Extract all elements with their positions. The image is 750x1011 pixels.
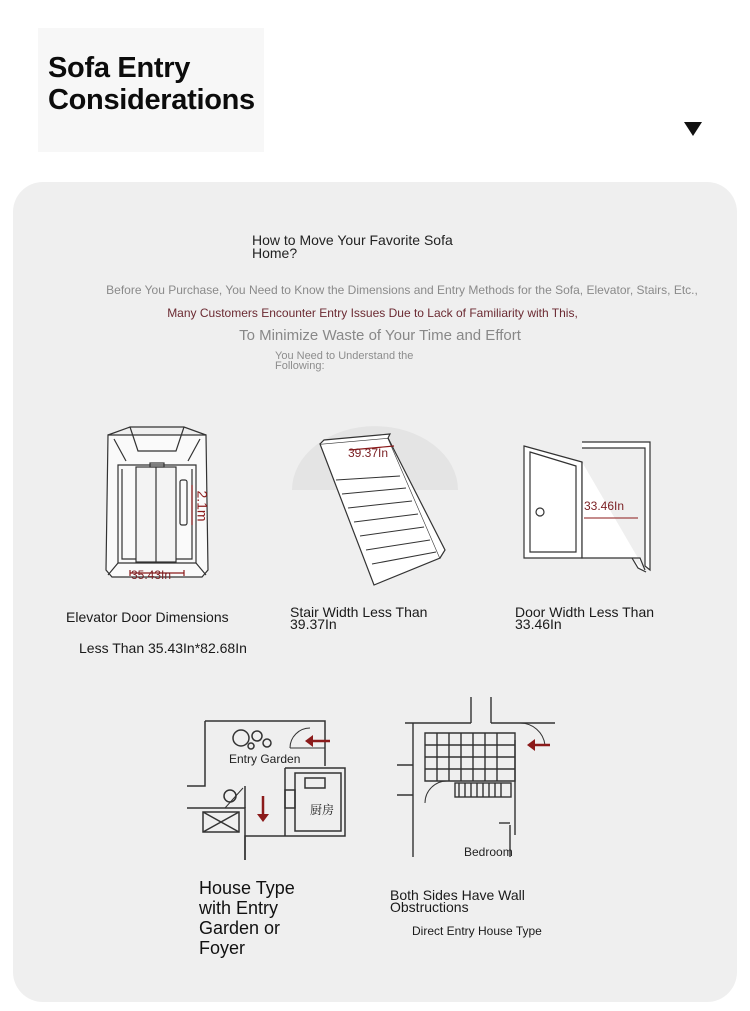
intro-heading-text: How to Move Your Favorite Sofa Home? bbox=[252, 232, 453, 261]
direct-entry-plan bbox=[395, 695, 565, 860]
kitchen-label: 厨房 bbox=[310, 803, 335, 817]
door-caption: Door Width Less Than 33.46In bbox=[515, 604, 655, 632]
intro-line-3: To Minimize Waste of Your Time and Effort bbox=[239, 327, 521, 344]
page-title bbox=[48, 52, 255, 116]
stairs-width-label: 39.37In bbox=[348, 446, 389, 460]
intro-line-4: You Need to Understand the Following: bbox=[275, 350, 414, 372]
page-title-line1: Sofa Entry bbox=[48, 52, 191, 84]
door-width-label: 33.46In bbox=[584, 499, 625, 513]
intro-line-1: Before You Purchase, You Need to Know the Dimensions and Entry Methods for the Sofa, Elevator, Stairs, Etc., bbox=[106, 283, 698, 297]
elevator-height-label: 2.1m bbox=[194, 490, 211, 522]
bedroom-label: Bedroom bbox=[464, 845, 513, 859]
elevator-caption: Elevator Door Dimensions bbox=[66, 609, 229, 625]
intro-line-2: Many Customers Encounter Entry Issues Due to Lack of Familiarity with This, bbox=[167, 306, 578, 320]
page-title-line2: Considerations bbox=[48, 84, 255, 116]
entry-garden-room-label: Entry Garden bbox=[229, 752, 301, 766]
elevator-width-label: 35.43In bbox=[131, 568, 172, 582]
direct-caption: Both Sides Have Wall Obstructions bbox=[390, 887, 525, 915]
content-card bbox=[13, 182, 737, 1002]
direct-subcaption: Direct Entry House Type bbox=[412, 924, 542, 938]
elevator-subcaption: Less Than 35.43In*82.68In bbox=[79, 640, 247, 656]
intro-heading bbox=[252, 234, 482, 260]
entry-garden-plan bbox=[185, 718, 350, 863]
triangle-down-icon bbox=[684, 122, 702, 136]
stairs-caption: Stair Width Less Than 39.37In bbox=[290, 604, 428, 632]
garden-caption: House Type with Entry Garden or Foyer bbox=[199, 878, 295, 958]
